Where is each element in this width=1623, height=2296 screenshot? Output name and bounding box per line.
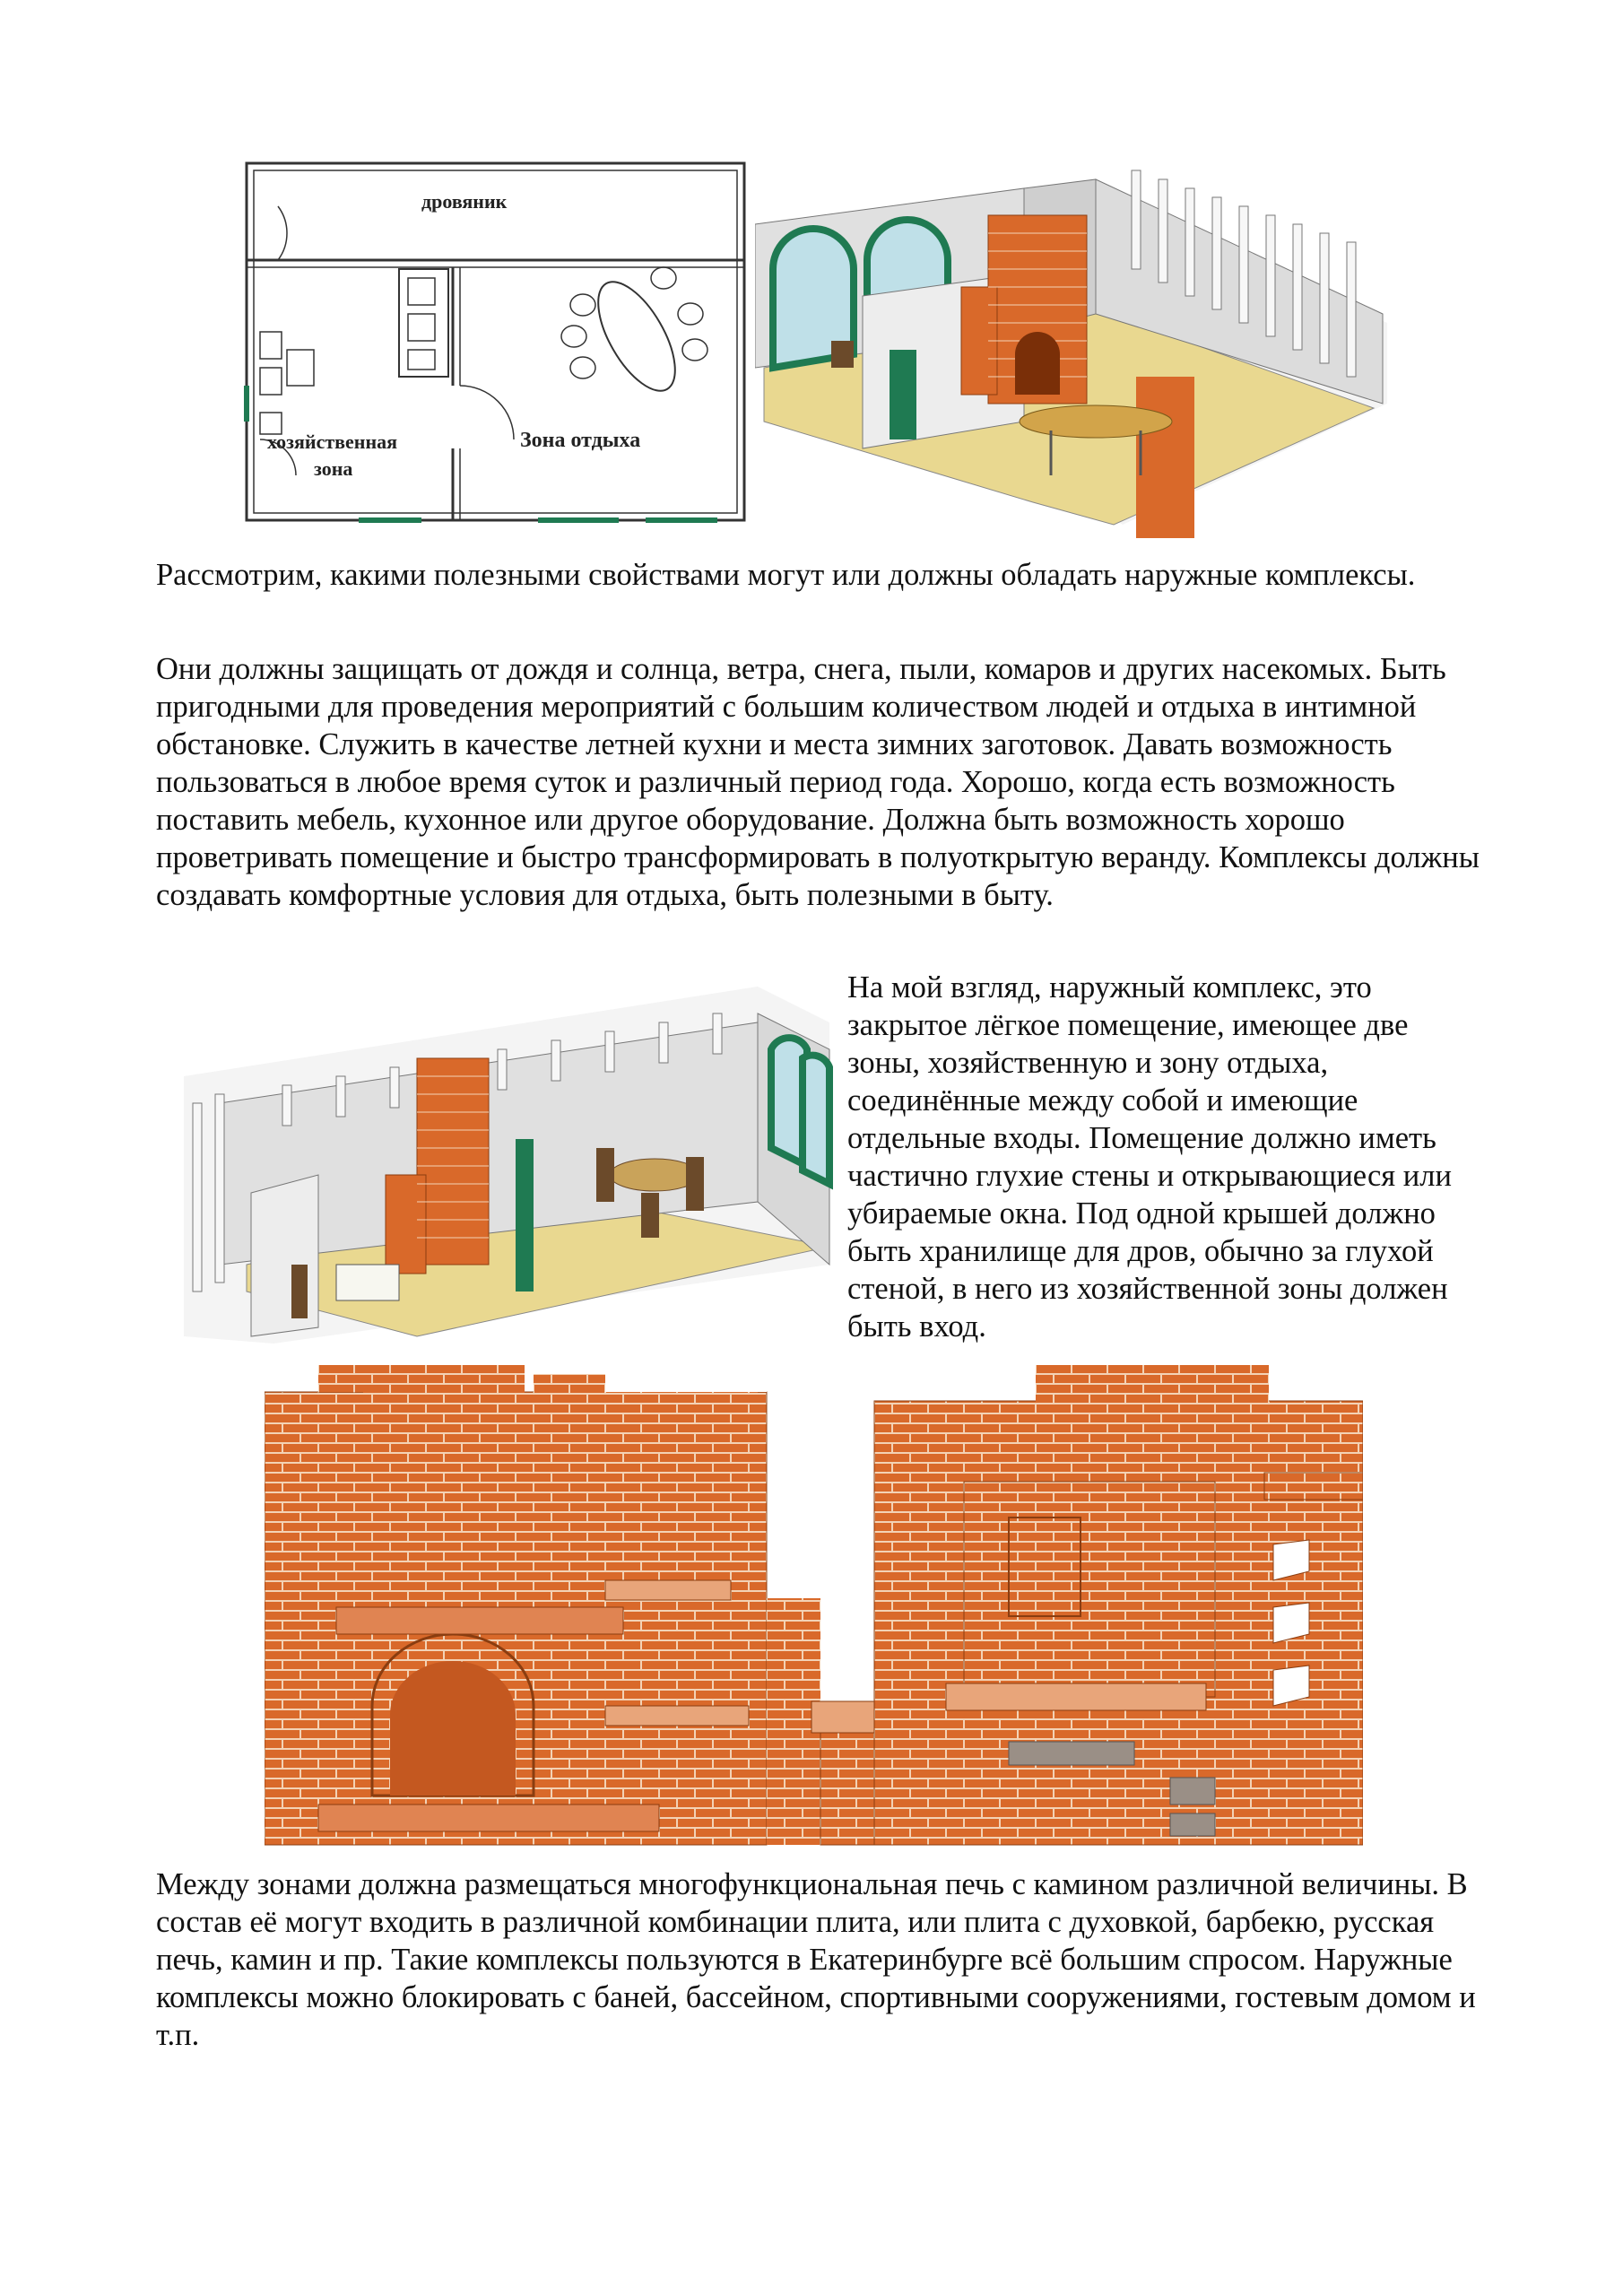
floor-plan-figure: [242, 152, 753, 529]
room-3d-drawing-1: [755, 152, 1387, 538]
room-3d-figure-2: [184, 969, 838, 1344]
paragraph-2: Они должны защищать от дождя и солнца, ветра, снега, пыли, комаров и других насекомых. Быть пригодными для проведения мероприятий с большим количеством людей и отдыха в интимной обстановке. Служить в качестве летней кухни и места зимних заготовок. Давать возможность пользоваться в любое время суток и различный период года. Хорошо, когда есть возможность поставить мебель, кухонное или другое оборудование. Должна быть возможность хорошо проветривать помещение и быстро трансформировать в полуоткрытую веранду. Комплексы должны создавать комфортные условия для отдыха, быть полезными в быту.: [156, 652, 1480, 912]
utility-zone-label: хозяйственная: [267, 430, 398, 453]
room-3d-figure-1: [755, 152, 1387, 538]
rest-zone-label: Зона отдыха: [520, 429, 641, 452]
paragraph-4: Между зонами должна размещаться многофункциональная печь с камином различной величины. В состав её могут входить в различной комбинации плита, или плита с духовкой, барбекю, русская печь, камин и пр. Такие комплексы пользуются в Екатеринбурге всё большим спросом. Наружные комплексы можно блокировать с баней, бассейном, спортивными сооружениями, гостевым домом и т.п.: [156, 1867, 1476, 2052]
paragraph-1: Рассмотрим, какими полезными свойствами могут или должны обладать наружные комплексы.: [156, 558, 1416, 592]
woodshed-label: дровяник: [421, 190, 508, 213]
paragraph-3: На мой взгляд, наружный комплекс, это закрытое лёгкое помещение, имеющее две зоны, хозяйственную и зону отдыха, соединённые между собой и имеющие отдельные входы. Помещение должно иметь частично глухие стены и открывающиеся или убираемые окна. Под одной крышей должно быть хранилище для дров, обычно за глухой стеной, в него из хозяйственной зоны должен быть вход.: [847, 970, 1452, 1344]
brick-stoves-drawing: [265, 1365, 1363, 1849]
brick-stoves-figure: [265, 1365, 1363, 1849]
utility-zone-label-2: зона: [314, 457, 353, 480]
floor-plan-drawing: [242, 152, 753, 529]
room-3d-drawing-2: [184, 969, 838, 1344]
